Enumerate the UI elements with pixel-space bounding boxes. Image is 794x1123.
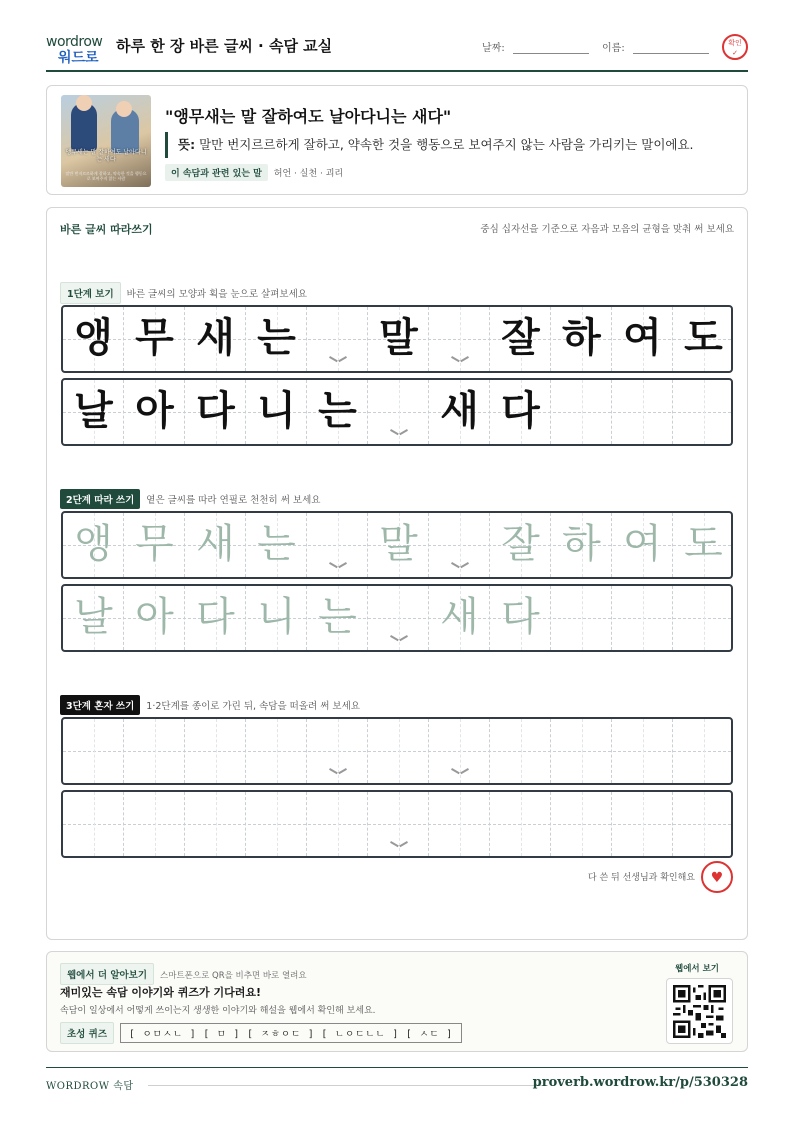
footer-url[interactable]: proverb.wordrow.kr/p/530328 bbox=[532, 1075, 748, 1090]
space-mark-icon bbox=[452, 562, 468, 571]
practice-card bbox=[46, 207, 748, 940]
stage3-row-1[interactable] bbox=[61, 717, 733, 785]
stage3-label bbox=[60, 695, 360, 715]
glyph-character: 새 bbox=[196, 521, 235, 567]
glyph-character: 니 bbox=[257, 594, 296, 640]
glyph-character: 는 bbox=[257, 521, 296, 567]
glyph-character: 여 bbox=[623, 315, 662, 361]
glyph-character: 앵 bbox=[74, 521, 113, 567]
stage1-label bbox=[60, 282, 307, 304]
proverb-card bbox=[46, 85, 748, 195]
date-label: 날짜: bbox=[482, 43, 505, 54]
glyph-character: 는 bbox=[318, 594, 357, 640]
stage2-text: 옅은 글씨를 따라 연필로 천천히 써 보세요 bbox=[146, 495, 321, 506]
space-mark-icon bbox=[330, 562, 346, 571]
glyph-character: 날 bbox=[74, 388, 113, 434]
glyph-character: 날 bbox=[74, 594, 113, 640]
illustration-subcaption: 말만 번지르르하게 잘하고, 약속한 것을 행동으로 보여주지 않는 사람 bbox=[65, 171, 147, 181]
glyph-character: 새 bbox=[196, 315, 235, 361]
page-title: 하루 한 장 바른 글씨 · 속담 교실 bbox=[116, 37, 333, 55]
glyph-character: 도 bbox=[684, 315, 723, 361]
check-stamp-icon: 확인 ✓ bbox=[722, 34, 748, 60]
stage2-row-1[interactable] bbox=[61, 511, 733, 579]
web-card-desc: 속담이 일상에서 어떻게 쓰이는지 생생한 이야기와 해설을 웹에서 확인해 보세요. bbox=[60, 1006, 376, 1016]
qr-code-icon[interactable] bbox=[666, 978, 733, 1044]
space-mark-icon bbox=[391, 841, 407, 850]
proverb-meaning bbox=[165, 132, 694, 158]
glyph-character: 하 bbox=[562, 315, 601, 361]
wordrow-logo bbox=[46, 34, 108, 64]
glyph-character: 앵 bbox=[74, 315, 113, 361]
proverb-illustration bbox=[61, 95, 151, 187]
glyph-character: 도 bbox=[684, 521, 723, 567]
web-card-top bbox=[60, 963, 307, 985]
heart-stamp-icon: ♥ bbox=[701, 861, 733, 893]
space-mark-icon bbox=[330, 356, 346, 365]
web-card bbox=[46, 951, 748, 1052]
web-card-title: 재미있는 속담 이야기와 퀴즈가 기다려요! bbox=[60, 986, 261, 999]
glyph-character: 다 bbox=[196, 388, 235, 434]
meaning-text: 말만 번지르르하게 잘하고, 약속한 것을 행동으로 보여주지 않는 사람을 가리키는 말이에요. bbox=[199, 137, 694, 152]
practice-hint: 중심 십자선을 기준으로 자음과 모음의 균형을 맞춰 써 보세요 bbox=[480, 224, 734, 235]
stamp-text: 확인 bbox=[728, 39, 742, 47]
glyph-character: 무 bbox=[135, 521, 174, 567]
glyph-character: 무 bbox=[135, 315, 174, 361]
page-footer bbox=[46, 1067, 748, 1097]
name-field[interactable] bbox=[602, 39, 709, 54]
glyph-character: 여 bbox=[623, 521, 662, 567]
glyph-character: 는 bbox=[257, 315, 296, 361]
glyph-character: 는 bbox=[318, 388, 357, 434]
illustration-caption: 앵무새는 말 잘하여도 날아다니는 새다 bbox=[65, 149, 147, 163]
related-words bbox=[165, 164, 343, 181]
stage1-row-2 bbox=[61, 378, 733, 446]
stage3-text: 1·2단계를 종이로 가린 뒤, 속담을 떠올려 써 보세요 bbox=[146, 701, 360, 712]
related-tag: 이 속담과 관련 있는 말 bbox=[165, 164, 268, 181]
logo-korean-text: 워드로 bbox=[58, 50, 99, 66]
quiz-label: 초성 퀴즈 bbox=[60, 1022, 114, 1044]
teacher-check-text: 다 쓴 뒤 선생님과 확인해요 bbox=[587, 873, 695, 883]
glyph-character: 잘 bbox=[501, 521, 540, 567]
space-mark-icon bbox=[452, 768, 468, 777]
web-top-text: 스마트폰으로 QR을 비추면 바로 열려요 bbox=[160, 971, 307, 981]
stage1-text: 바른 글씨의 모양과 획을 눈으로 살펴보세요 bbox=[126, 289, 307, 300]
glyph-character: 아 bbox=[135, 388, 174, 434]
glyph-character: 말 bbox=[379, 315, 418, 361]
logo-text: wordrow bbox=[46, 34, 103, 50]
name-label: 이름: bbox=[602, 43, 625, 54]
proverb-text: "앵무새는 말 잘하여도 날아다니는 새다" bbox=[165, 107, 452, 126]
glyph-character: 새 bbox=[440, 594, 479, 640]
space-mark-icon bbox=[391, 429, 407, 438]
glyph-character: 아 bbox=[135, 594, 174, 640]
stage3-row-2[interactable] bbox=[61, 790, 733, 858]
glyph-character: 다 bbox=[501, 594, 540, 640]
stage1-row-1 bbox=[61, 305, 733, 373]
space-mark-icon bbox=[330, 768, 346, 777]
web-view-label: 웹에서 보기 bbox=[674, 964, 719, 974]
footer-brand: WORDROW 속담 bbox=[46, 1081, 134, 1092]
glyph-character: 다 bbox=[196, 594, 235, 640]
stage2-label bbox=[60, 489, 320, 509]
page-header bbox=[46, 28, 748, 72]
space-mark-icon bbox=[452, 356, 468, 365]
glyph-character: 하 bbox=[562, 521, 601, 567]
space-mark-icon bbox=[391, 635, 407, 644]
chosung-quiz bbox=[60, 1022, 462, 1044]
quiz-box: [ ㅇㅁㅅㄴ ] [ ㅁ ] [ ㅈㅎㅇㄷ ] [ ㄴㅇㄷㄴㄴ ] [ ㅅㄷ ] bbox=[120, 1023, 462, 1043]
stage2-badge: 2단계 따라 쓰기 bbox=[60, 489, 140, 509]
meaning-label: 뜻: bbox=[178, 137, 196, 152]
related-list: 허언 · 실천 · 괴리 bbox=[273, 169, 344, 179]
glyph-character: 잘 bbox=[501, 315, 540, 361]
stage1-badge: 1단계 보기 bbox=[60, 282, 121, 304]
web-badge: 웹에서 더 알아보기 bbox=[60, 963, 154, 985]
glyph-character: 새 bbox=[440, 388, 479, 434]
date-field[interactable] bbox=[482, 39, 589, 54]
stage2-row-2[interactable] bbox=[61, 584, 733, 652]
glyph-character: 말 bbox=[379, 521, 418, 567]
stage3-badge: 3단계 혼자 쓰기 bbox=[60, 695, 140, 715]
glyph-character: 다 bbox=[501, 388, 540, 434]
glyph-character: 니 bbox=[257, 388, 296, 434]
practice-title: 바른 글씨 따라쓰기 bbox=[60, 223, 153, 236]
